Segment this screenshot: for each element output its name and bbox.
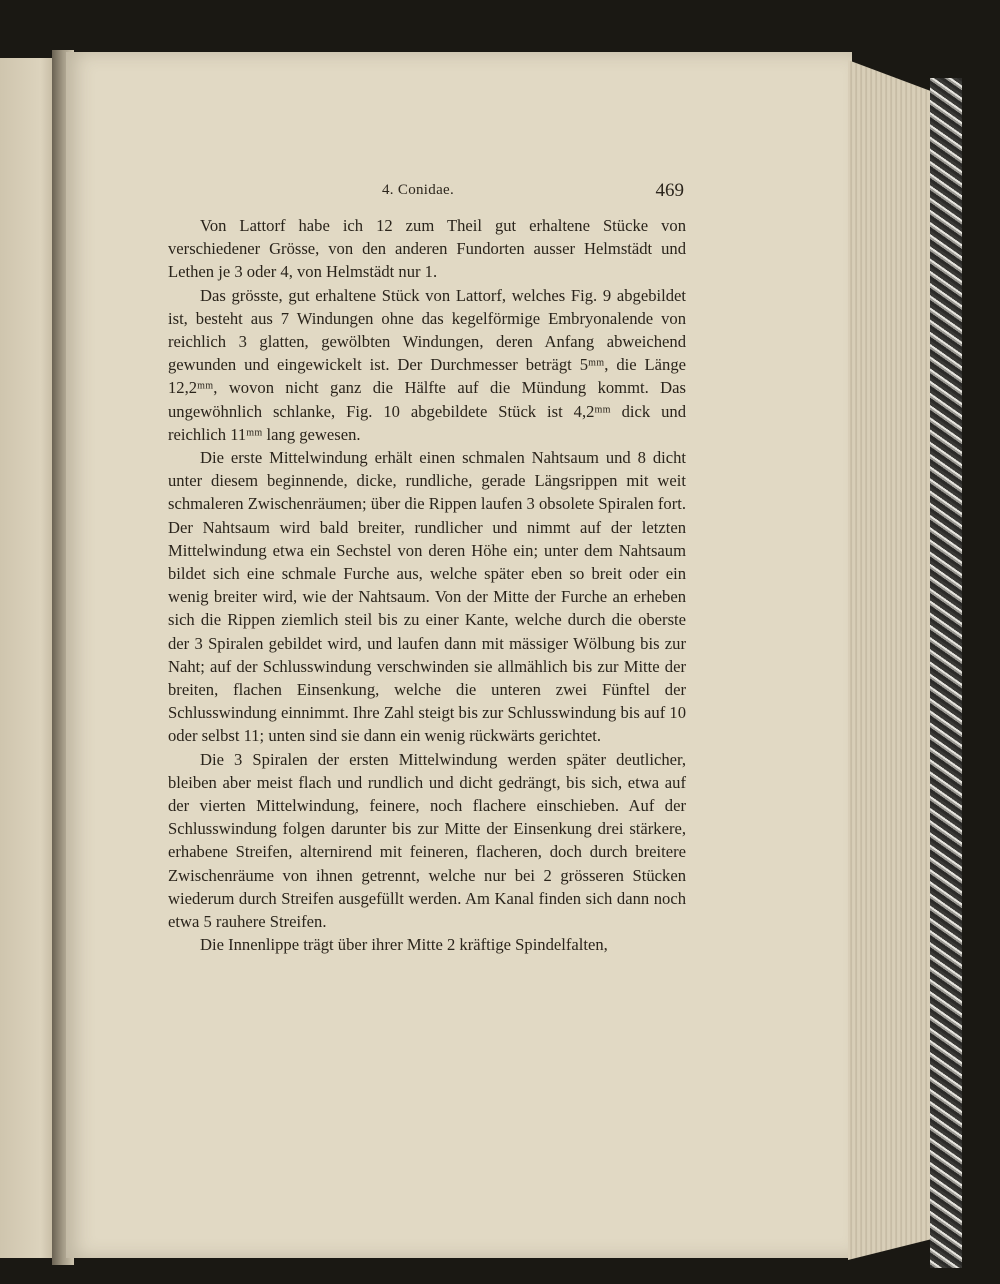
facing-page-edge [0, 58, 58, 1258]
paragraph-4: Die 3 Spiralen der ersten Mittelwindung werden später deutlicher, bleiben aber meist flach und rundlich und dicht gedrängt, bis sich, etwa auf der vierten Mittelwindung, feinere, noch flachere einschieben. Auf der Schlusswindung folgen darunter bis zur Mitte der Einsenkung drei stärkere, erhabene Streifen, alternirend mit feineren, flacheren, doch durch breitere Zwischenräume von ihnen getrennt, welche nur bei 2 grösseren Stücken wiederum durch Streifen ausgefüllt werden. Am Kanal finden sich dann noch etwa 5 rauhere Streifen. [168, 749, 686, 932]
paragraph-5: Die Innenlippe trägt über ihrer Mitte 2 kräftige Spindelfalten, [200, 935, 608, 955]
paragraph-3: Die erste Mittelwindung erhält einen schmalen Nahtsaum und 8 dicht unter diesem beginnende, dicke, rundliche, gerade Längsrippen mit weit schmaleren Zwischenräumen; über die Rippen laufen 3 obsolete Spiralen fort. Der Nahtsaum wird bald breiter, rundlicher und nimmt auf der letzten Mittelwindung etwa ein Sechstel von deren Höhe ein; unter dem Nahtsaum bildet sich eine schmale Furche aus, welche später eben so breit oder ein wenig breiter wird, wie der Nahtsaum. Von der Mitte der Furche an erheben sich die Rippen ziemlich steil bis zu einer Kante, welche durch die oberste der 3 Spiralen gebildet wird, und laufen dann mit mässiger Wölbung bis zur Naht; auf der Schlusswindung verschwinden sie allmählich bis zur Mitte der breiten, flachen Einsenkung, welche die unteren zwei Fünftel der Schlusswindung einnimmt. Ihre Zahl steigt bis zur Schlusswindung bis auf 10 oder selbst 11; unten sind sie dann ein wenig rückwärts gerichtet. [168, 448, 686, 746]
marbled-cover-edge [930, 78, 962, 1268]
section-title: 4. Conidae. [382, 182, 455, 198]
body-text [168, 214, 686, 957]
paragraph-1: Von Lattorf habe ich 12 zum Theil gut erhaltene Stücke von verschiedener Grösse, von den anderen Fundorten ausser Helmstädt und Lethen je 3 oder 4, von Helmstädt nur 1. [168, 216, 686, 282]
page-number: 469 [655, 180, 684, 201]
paragraph-2: Das grösste, gut erhaltene Stück von Lattorf, welches Fig. 9 abgebildet ist, besteht aus 7 Windungen ohne das kegelförmige Embryonalende von reichlich 3 glatten, gewölbten Windungen, deren Anfang abweichend gewunden und eingewickelt ist. Der Durchmesser beträgt 5ᵐᵐ, die Länge 12,2ᵐᵐ, wovon nicht ganz die Hälfte auf die Mündung kommt. Das ungewöhnlich schlanke, Fig. 10 abgebildete Stück ist 4,2ᵐᵐ dick und reichlich 11ᵐᵐ lang gewesen. [168, 285, 686, 444]
running-head [160, 182, 684, 206]
